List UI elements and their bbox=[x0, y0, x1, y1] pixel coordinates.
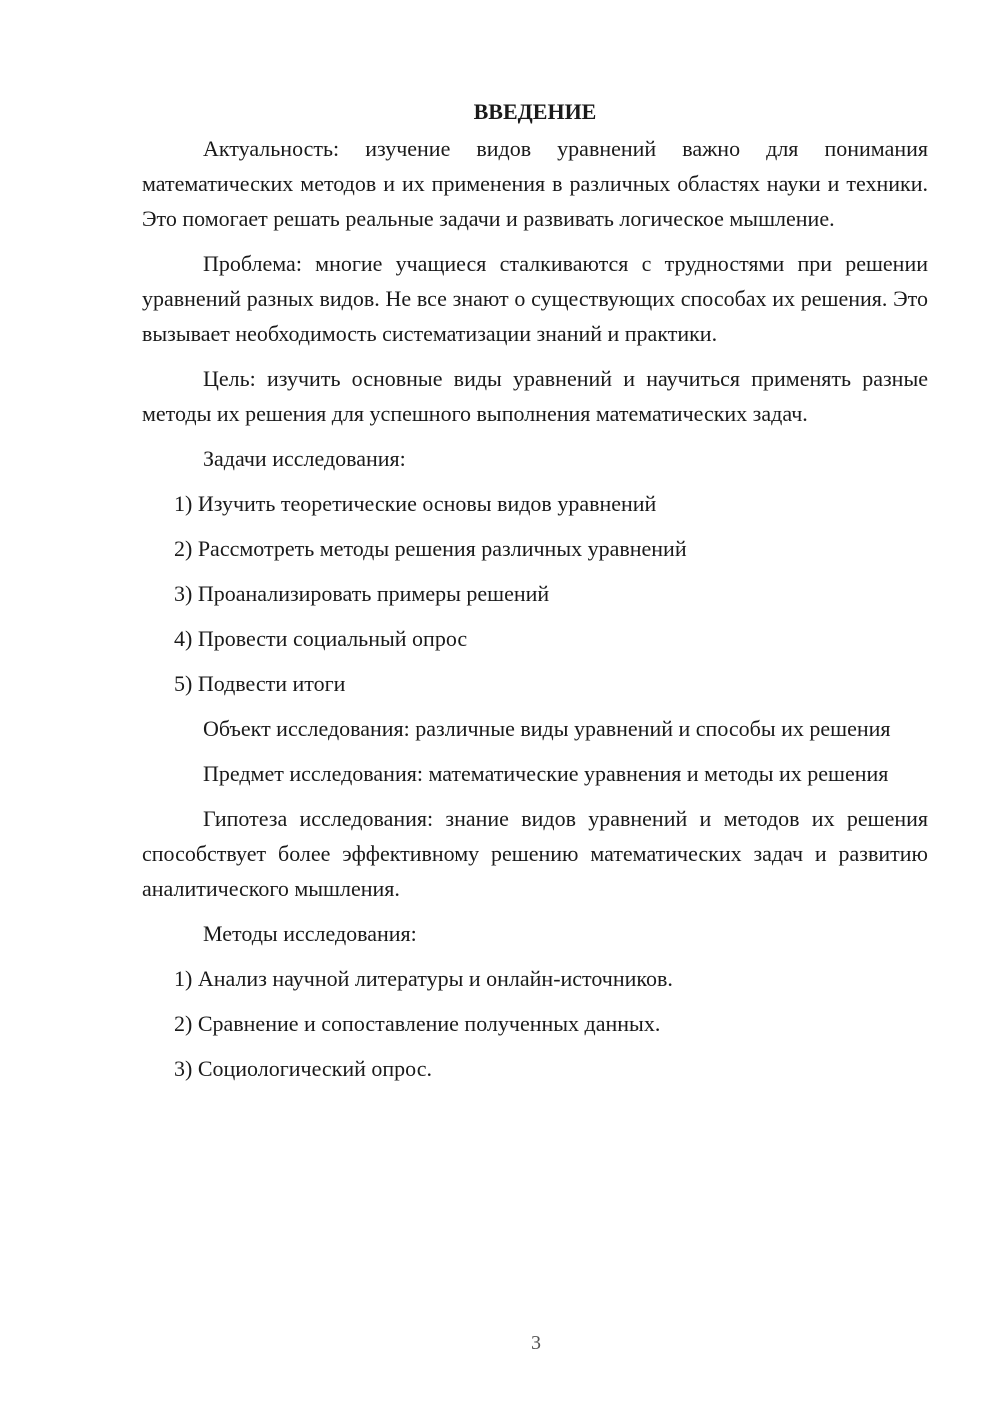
hypothesis-paragraph: Гипотеза исследования: знание видов уравнений и методов их решения способствует более эффективному решению математических задач и развитию аналитического мышления. bbox=[142, 806, 928, 901]
problem-paragraph: Проблема: многие учащиеся сталкиваются с трудностями при решении уравнений разных видов. Не все знают о существующих способах их решения. Это вызывает необходимость систематизации знаний и практики. bbox=[142, 251, 928, 346]
method-item: 1) Анализ научной литературы и онлайн-источников. bbox=[174, 966, 673, 991]
relevance-paragraph: Актуальность: изучение видов уравнений важно для понимания математических методов и их применения в различных областях науки и техники. Это помогает решать реальные задачи и развивать логическое мышление. bbox=[142, 136, 928, 231]
section-title: ВВЕДЕНИЕ bbox=[473, 99, 597, 124]
object-paragraph: Объект исследования: различные виды уравнений и способы их решения bbox=[203, 716, 891, 741]
tasks-label: Задачи исследования: bbox=[203, 446, 406, 471]
subject-paragraph: Предмет исследования: математические уравнения и методы их решения bbox=[203, 761, 889, 786]
page-content bbox=[142, 94, 928, 1096]
methods-label: Методы исследования: bbox=[203, 921, 417, 946]
task-item: 3) Проанализировать примеры решений bbox=[174, 581, 550, 606]
task-item: 2) Рассмотреть методы решения различных уравнений bbox=[174, 536, 687, 561]
goal-paragraph: Цель: изучить основные виды уравнений и научиться применять разные методы их решения для успешного выполнения математических задач. bbox=[142, 366, 928, 426]
method-item: 3) Социологический опрос. bbox=[174, 1056, 432, 1081]
page-number: 3 bbox=[531, 1332, 541, 1354]
task-item: 4) Провести социальный опрос bbox=[174, 626, 468, 651]
task-item: 1) Изучить теоретические основы видов уравнений bbox=[174, 491, 657, 516]
task-item: 5) Подвести итоги bbox=[174, 671, 346, 696]
method-item: 2) Сравнение и сопоставление полученных данных. bbox=[174, 1011, 661, 1036]
